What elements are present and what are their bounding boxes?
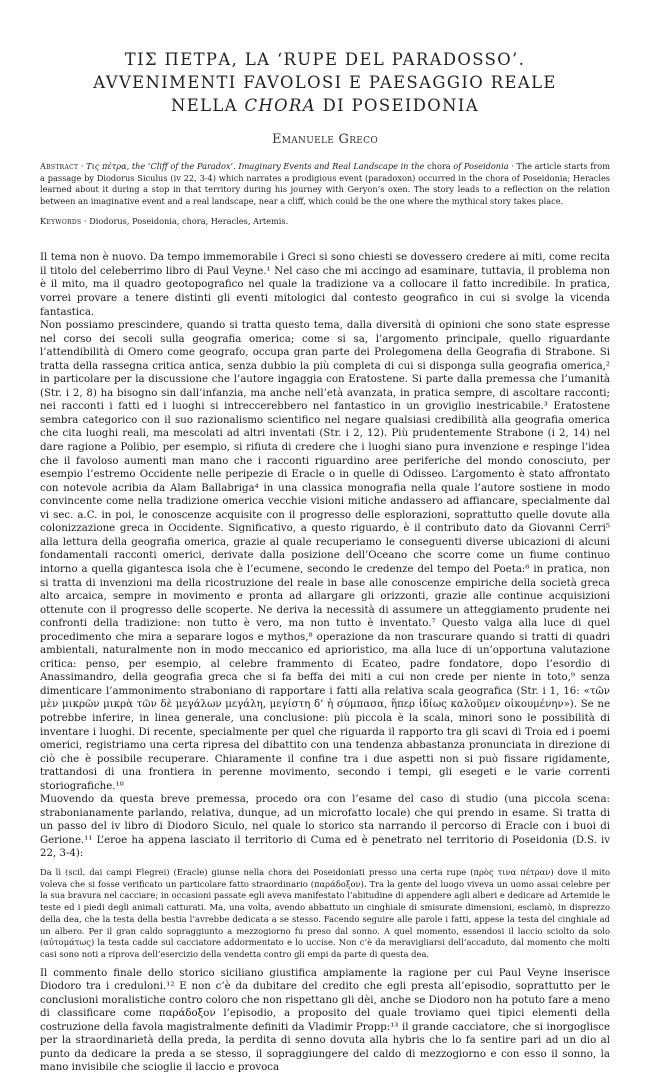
abstract-text: · The article starts from a passage by Diodorus Siculus (iv 22, 3-4) which narrates a prodigious event (paradoxon) occurred in the chora of Poseidonia; Heracles learned about it during a stop in that territory during his journey with Geryon’s oxen. The story leads to a reflection on the relation between an imaginative event and a real landscape, near a cliff, which could be the one where the mythical story takes place. bbox=[40, 161, 610, 206]
title-line-3 bbox=[40, 94, 610, 117]
abstract bbox=[40, 161, 610, 207]
paragraph-1: Il tema non è nuovo. Da tempo immemorabile i Greci si sono chiesti se dovessero credere ai miti, come recita il titolo del celeberrimo libro di Paul Veyne.¹ Nel caso che mi accingo ad esaminare, tuttavia, il problema non è il mito, ma il quadro geotopografico nel quale la tradizione va a collocare il fatto incredibile. In pratica, vorrei provare a tenere distinti gli eventi mitologici dal contesto geografico in cui si svolge la vicenda fantastica. bbox=[40, 252, 610, 318]
title-line-1: ΤΙΣ ΠΕΤΡΑ, LA ‘RUPE DEL PARADOSSO’. bbox=[124, 50, 526, 69]
abstract-title-a: Τις πέτρα, the ‘Cliff of the Paradox’. Imaginary Events and Real Landscape in the bbox=[86, 161, 425, 171]
title-line-2: AVVENIMENTI FAVOLOSI E PAESAGGIO REALE bbox=[93, 73, 557, 92]
abstract-title-c: of Poseidonia bbox=[453, 161, 509, 171]
abstract-sep: · bbox=[78, 161, 87, 171]
keywords-text: · Diodorus, Poseidonia, chora, Heracles, Artemis. bbox=[81, 216, 289, 227]
paragraph-4: Il commento finale dello storico siciliano giustifica ampiamente la ragione per cui Paul Veyne inserisce Diodoro tra i creduloni.¹² E non c’è da dubitare del credito che egli presta all’episodio, soprattutto per le conclusioni moralistiche contro coloro che non rispettano gli dèi, anche se Diodoro non ha potuto fare a meno di classificare come παράδοξον l’episodio, a proposito del quale troviamo quei tipici elementi della costruzione della favola magistralmente definiti da Vladimir Propp:¹³ il grande cacciatore, che si inorgoglisce per la straordinarietà della preda, la perdita di senno dovuta alla hybris che lo fa sentire pari ad un dio al punto da dedicare la preda a se stesso, il sopraggiungere del caldo di mezzogiorno e con esso il sonno, la mano invisibile che scioglie il laccio e provoca bbox=[40, 967, 610, 1074]
block-quote: Da lì (scil. dai campi Flegrei) (Eracle) giunse nella chora dei Poseidoniati presso una certa rupe (πρὸς τινα πέτραν) dove il mito voleva che si fosse verificato un particolare fatto straordinario (παράδοξον). Tra la gente del luogo viveva un uomo assai celebre per la sua bravura nel cacciare; in occasioni passate egli aveva manifestato l’abitudine di appendere agli alberi e dedicare ad Artemide le teste ed i piedi degli animali catturati. Ma, una volta, avendo abbattuto un cinghiale di smisurate dimensioni, esclamò, in disprezzo della dea, che la testa della bestia l’avrebbe dedicata a se stesso. Facendo seguire alle parole i fatti, appese la testa del cinghiale ad un albero. Per il gran caldo sopraggiunto a mezzogiorno fu preso dal sonno. A quel momento, essendosi il laccio sciolto da solo (αὐτομάτως) la testa cadde sul cacciatore addormentato e lo uccise. Non c’è da meravigliarsi dell’accaduto, dal momento che molti casi sono noti a riprova dell’esercizio della vendetta contro gli empi da parte di questa dea. bbox=[40, 866, 610, 959]
author-name: Emanuele Greco bbox=[271, 132, 379, 147]
title-line-3-c: DI POSEIDONIA bbox=[315, 96, 479, 115]
keywords-label: Keywords bbox=[40, 216, 82, 227]
abstract-label: Abstract bbox=[40, 161, 79, 171]
paragraph-3: Muovendo da questa breve premessa, procedo ora con l’esame del caso di studio (una piccola scena: strabonianamente parlando, relativa, dunque, ad un microfatto locale) che qui prendo in esame. Si tratta di un passo del iv libro di Diodoro Siculo, nel quale lo storico sta narrando il percorso di Eracle con i buoi di Gerione.¹¹ L’eroe ha appena lasciato il territorio di Cuma ed è penetrato nel territorio di Poseidonia (D.S. iv 22, 3-4): bbox=[40, 794, 610, 860]
article-body bbox=[40, 251, 610, 1075]
keywords bbox=[40, 216, 610, 227]
paragraph-2: Non possiamo prescindere, quando si tratta questo tema, dalla diversità di opinioni che sono state espresse nel corso dei secoli sulla geografia omerica; come si sa, l’argomento principale, quello riguardante l’attendibilità di Omero come geografo, occupa gran parte dei Prolegomena della Geografia di Strabone. Si tratta della rassegna critica antica, senza dubbio la più completa di cui si disponga sulla geografia omerica,² in particolare per la discussione che l’autore ingaggia con Eratostene. Si parte dalla premessa che l’umanità (Str. i 2, 8) ha bisogno sin dall’infanzia, ma anche nell’età avanzata, in pratica sempre, di ascoltare racconti; nei racconti i fatti ed i luoghi si intreccerebbero nel fantastico in un groviglio inestricabile.³ Eratostene sembra categorico con il suo razionalismo scientifico nel negare qualsiasi credibilità alla geografia omerica che cita luoghi reali, ma mescolati ad altri inventati (Str. i 2, 12). Più prudentemente Strabone (i 2, 14) nel dare ragione a Polibio, per esempio, si rifiuta di credere che i luoghi siano pura invenzione e respinge l’idea che il favoloso aumenti man mano che i racconti riguardino aree periferiche del mondo conosciuto, per esempio l’estremo Occidente nelle peripezie di Eracle o in quelle di Odisseo. L’argomento è stato affrontato con notevole acribia da Alam Ballabriga⁴ in una classica monografia nella quale l’autore sostiene in modo convincente come nella tradizione omerica vecchie visioni mitiche andassero ad affiancare, specialmente dal vi sec. a.C. in poi, le conoscenze acquisite con il progresso delle esplorazioni, soprattutto quelle dovute alla colonizzazione greca in Occidente. Significativo, a questo riguardo, è il contributo dato da Giovanni Cerri⁵ alla lettura della geografia omerica, grazie al quale recuperiamo le conseguenti diverse ubicazioni di alcuni fondamentali racconti omerici, derivate dalla posizione dell’Oceano che scorre come un fiume continuo intorno a quella gigantesca isola che è l’ecumene, secondo le credenze del tempo del Poeta:⁶ in pratica, non si tratta di invenzioni ma della ricostruzione del reale in base alle conoscenze empiriche della società greca alto arcaica, sempre in movimento e pronta ad allargare gli orizzonti, grazie alle continue acquisizioni ottenute con il progresso delle scoperte. Ne deriva la necessità di assumere un atteggiamento prudente nei confronti della tradizione: non tutto è vero, ma non tutto è inventato.⁷ Questo valga alla luce di quel procedimento che mira a separare logos e mythos,⁸ operazione da non trascurare quando si tratti di quadri ambientali, naturalmente non in modo meccanico ed aprioristico, ma alla luce di un’opportuna valutazione critica: penso, per esempio, al celebre frammento di Ecateo, padre fondatore, dopo l’esordio di Anassimandro, della geografia greca che si fa beffa dei miti a cui non crede per niente in toto,⁹ senza dimenticare l’ammonimento straboniano di rapportare i fatti alla relativa scala geografica (Str. i 1, 16: «τῶν μὲν μικρῶν μικρὰ τῶν δὲ μεγάλων μεγάλη, μεγίστη δ’ ἡ σύμπασα, ἥπερ ἰδίως καλοῦμεν οἰκουμένην»). Se ne potrebbe inferire, in linea generale, una conclusione: più piccola è la scala, minori sono le possibilità di inventare i luoghi. Di recente, specialmente per quel che riguarda il rapporto tra gli scavi di Troia ed i poemi omerici, registriamo una certa ripresa del dibattito con una tendenza abbastanza pronunciata in direzione di ciò che è possibile recuperare. Chiaramente il confine tra i due aspetti non si può fissare rigidamente, trattandosi di una frontiera in perenne movimento, secondo i tempi, gli esegeti e le varie correnti storiografiche.¹⁰ bbox=[40, 320, 610, 792]
title-line-3-chora: CHORA bbox=[244, 96, 316, 115]
article-title bbox=[40, 48, 610, 117]
title-line-3-a: NELLA bbox=[171, 96, 245, 115]
abstract-title-b: chora bbox=[424, 161, 454, 171]
